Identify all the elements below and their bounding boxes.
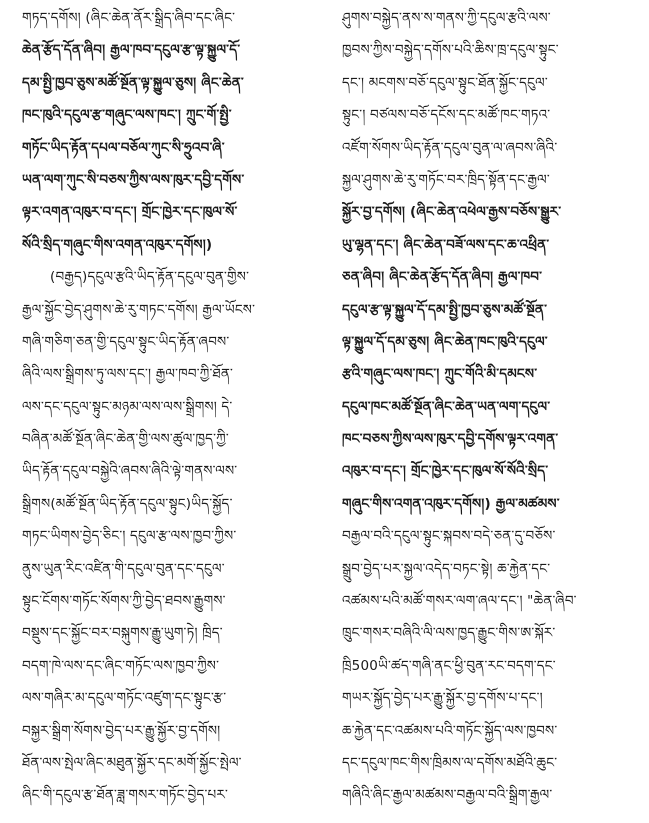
text-line: སྟུང་ངོགས་གཏོང་སོགས་ཀྱི་བྱེད་ཐབས་རྒྱུགས་ xyxy=(22,593,226,610)
text-line: ཤུགས་བསྐྱེད་ནས་ས་གནས་ཀྱི་དངུལ་རྩའི་ལས་ xyxy=(342,10,551,26)
text-line: སོའི་སྲིད་གཞུང་གིས་འགན་འཁུར་དགོས།) xyxy=(22,236,213,253)
text-line: ཆེན་རྩོད་དོན་ཞིབ། རྒྱལ་ཁབ་དངུལ་རྩ་ལྟ་སྐྱུལ་དོ་ xyxy=(22,42,241,59)
text-line: གཡར་སྐྱོད་བྱེད་པར་རྒྱུ་སྐྱོར་བྱ་དགོས་པ་དང་། xyxy=(342,690,543,707)
text-line: ཁྱབས་ཀྱིས་བསྐྱེད་དགོས་པའི་ཆིས་ཁྲ་དངུལ་སྟུང་ xyxy=(342,42,559,59)
text-line: དམ་སྤྱི་ཁྱབ་ཅུས་མཚོ་སྔོན་ལྟ་སྐྱུལ་ཅུས། ཞིང་ཆེན་ xyxy=(22,74,244,91)
text-line: དངུལ་ཁང་མཚོ་སྔོན་ཞིང་ཆེན་ཡན་ལག་དངུལ་ xyxy=(342,398,551,415)
text-line: བཞིན་མཚོ་སྔོན་ཞིང་ཆེན་གྱི་ལས་ཚུལ་ཁྱད་ཀྱི་ xyxy=(22,431,229,448)
text-line: ཡུ་ལྷན་དང་། ཞིང་ཆེན་བཟོ་ལས་དང་ཆ་འཕྲིན་ xyxy=(342,236,550,253)
text-line: ཆ་རྐྱེན་དང་འཚམས་པའི་གཏོང་སྐྱོད་ལས་ཁྱབས་ xyxy=(342,722,558,739)
text-line: གཏོང་ཡིད་རྟོན་དཔལ་བཅོལ་ཀུང་སི་ཧྲུའབ་ཞི་ xyxy=(22,139,225,156)
text-line: གཏང་ཡིགས་བྱེད་ཅིང་། དངུལ་རྩ་ལས་ཁྱབ་ཀྱིས་ xyxy=(22,528,237,545)
text-line: བསྐྱར་སྒྲིག་སོགས་བྱེད་པར་རྒྱུ་སྐྱོར་བྱ་དགོས། xyxy=(22,722,221,739)
text-line: ཐོན་ལས་སྤེལ་ཞིང་མཐུན་སྐྱོར་དང་མགོ་སྐྱོང་སྤེལ་ xyxy=(22,754,242,771)
text-line: ལྟར་འགན་འཁུར་བ་དང་། གྲོང་ཁྱེར་དང་ཁུལ་སོ་ xyxy=(22,204,238,221)
left-column xyxy=(22,2,314,812)
text-line: ཞིའི་ལས་སྒྲིགས་ཏུ་ལས་དང་། རྒྱལ་ཁབ་ཀྱི་ཐོན་ xyxy=(22,366,234,383)
text-line: ཁང་ཁུའི་དངུལ་རྩ་གཞུང་ལས་ཁང་། ཀྲུང་གོ་སྤྱི་ xyxy=(22,107,232,124)
text-line: ཞིང་གི་དངུལ་རྩ་ཐོན་ཟླ་གསར་གཏོང་བྱེད་པར་ xyxy=(22,787,229,804)
text-line: འཁུར་བ་དང་། གྲོང་ཁྱེར་དང་ཁུལ་སོ་སོའི་སྲིད་ xyxy=(342,463,549,480)
text-line: ཁྲུང་གསར་བཞིའི་ལི་ལས་ཁྱད་རྒྱུང་གིས་ཨ་སྐོར་ xyxy=(342,625,556,642)
text-line: གཞུང་གིས་འགན་འཁུར་དགོས།) རྒྱལ་མཚམས་ xyxy=(342,495,560,512)
text-line: རྩའི་གཞུང་ལས་ཁང་། ཀྲུང་གོའི་མི་དམངས་ xyxy=(342,366,538,383)
text-line: གཞིའི་ཞིང་རྒྱལ་མཚམས་བརྒྱལ་བའི་སྒྲིག་རྒྱལ་ xyxy=(342,787,553,804)
text-line: རྒྱལ་སྐྱོང་བྱེད་ཤུགས་ཆེ་རུ་གཏང་དགོས། རྒྱལ་ཡོངས་ xyxy=(22,301,256,318)
text-line: ཡིད་རྟོན་དངུལ་བསྐྱེའི་ཞབས་ཞིའི་ལྟེ་གནས་ལས་ xyxy=(22,463,238,480)
text-line: སྐྱོར་བྱ་དགོས། (ཞིང་ཆེན་འཕེལ་རྒྱས་བཅོས་སྒྱུར་ xyxy=(342,204,562,221)
text-line: གཞི་གཅིག་ཅན་གྱི་དངུལ་སྟུང་ཡིད་རྟོན་ཞབས་ xyxy=(22,333,230,350)
text-line: བརྒྱལ་བའི་དངུལ་སྟུང་སྐབས་བདེ་ཅན་དུ་བཅོས་ xyxy=(342,528,556,545)
text-line: དང་། མངགས་བཅོ་དངུལ་སྟུང་ཐོན་སྐྱོང་དངུལ་ xyxy=(342,74,548,91)
text-line: ཅན་ཞིབ། ཞིང་ཆེན་རྩོད་དོན་ཞིབ། རྒྱལ་ཁབ་ xyxy=(342,269,543,286)
right-column xyxy=(342,2,632,812)
text-line: བདག་ཁེ་ལས་དང་ཞིང་གཏོང་ལས་ཁྱབ་ཀྱིས་ xyxy=(22,657,220,674)
text-line: དང་དངུལ་ཁང་གིས་ཁྲིམས་ལ་དགོས་མཐོའི་ཆུང་ xyxy=(342,754,558,771)
text-line: སྒྲུབ་བྱེད་པར་སྐྱལ་འདེད་བཏང་སྟེ། ཆ་རྐྱེན་དང་ xyxy=(342,560,551,577)
text-line: དངུལ་རྩ་ལྟ་སྐྱུལ་དོ་དམ་སྤྱི་ཁྱབ་ཅུས་མཚོ་སྔོན་ xyxy=(342,301,548,318)
text-line: ནུས་ཡུན་རིང་འཛིན་གི་དངུལ་བུན་དང་དངུལ་ xyxy=(22,560,225,577)
text-line: སྟུང་། བཙལས་བཅོ་དངོས་དང་མཚོ་ཁང་གཏའ་ xyxy=(342,107,551,124)
text-line: ལས་དང་དངུལ་སྟུང་མཉམ་ལས་ལས་སྒྲིགས། དེ་ xyxy=(22,398,233,415)
text-line: (བརྒྱད)དངུལ་རྩའི་ཡིད་རྟོན་དངུལ་བུན་གྱིས་ xyxy=(50,269,250,286)
text-line: ལྟ་སྐྱུལ་དོ་དམ་ཅུས། ཞིང་ཆེན་ཁང་ཁུའི་དངུལ་ xyxy=(342,333,548,350)
text-line: སྐྱལ་ཤུགས་ཆེ་རུ་གཏོང་བར་ཁྲིད་སྟོན་དང་རྒྱལ་ xyxy=(342,171,550,188)
text-line: ཁྲི500ཡི་ཚད་གཞི་ནང་ཕྱི་བུན་རང་བདག་དང་ xyxy=(342,657,556,674)
text-line: འཚམས་པའི་མཚོ་གསར་ལག་ཞལ་དང་། "ཆེན་ཞིབ་ xyxy=(342,593,577,610)
text-line: གཏད་དགོས། (ཞིང་ཆེན་ནོར་སྒྲིད་ཞིབ་དང་ཞིང་ xyxy=(22,10,236,26)
text-line: སྒྲིགས(མཚོ་སྔོན་ཡིད་རྟོན་དངུལ་སྟུང)ཡིད་སྐྱོད་ xyxy=(22,495,233,512)
text-line: འཛོག་སོགས་ཡིད་རྟོན་དངུལ་བུན་ལ་ཞབས་ཞིའི་ xyxy=(342,139,558,156)
text-line: ཁང་བཅས་ཀྱིས་ལས་ཁུར་དབྱི་དགོས་ལྟར་འགན་ xyxy=(342,431,559,448)
text-line: ཡན་ལག་ཀུང་སི་བཅས་ཀྱིས་ལས་ཁུར་དབྱི་དགོས་ xyxy=(22,171,245,188)
text-line: བསྡུས་དང་སྐྱོང་བར་བསྐུགས་རྒྱུ་ཡུག་ཏེ། ཁྲིད་ xyxy=(22,625,223,642)
text-line: ལས་གཞིར་མ་དངུལ་གཏོང་འཛུག་དང་སྟུང་རྩ་ xyxy=(22,690,227,707)
